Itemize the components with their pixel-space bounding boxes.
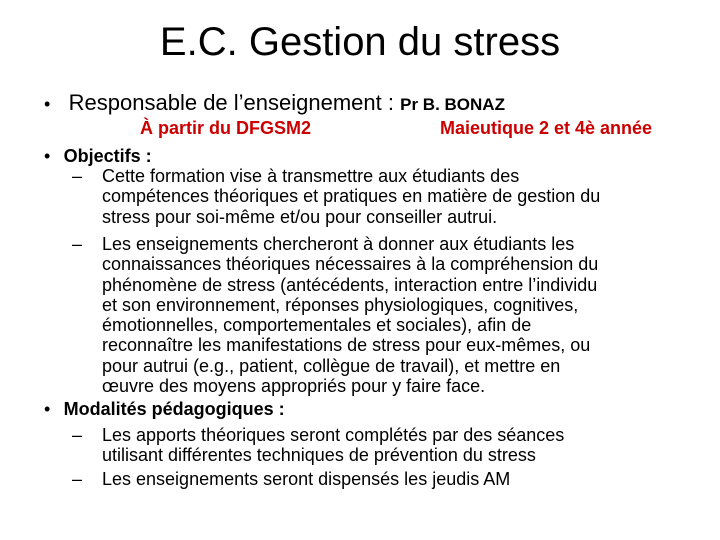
slide-title: E.C. Gestion du stress xyxy=(159,20,561,64)
bullet: • xyxy=(44,146,51,166)
objectif-item-1 xyxy=(72,166,720,227)
objectifs-label: Objectifs : xyxy=(63,146,152,166)
bullet: • xyxy=(44,399,51,419)
modalite-item-1 xyxy=(72,425,720,466)
dash: – xyxy=(72,234,83,254)
modalites-label: Modalités pédagogiques : xyxy=(63,399,285,419)
note-maieutique: Maieutique 2 et 4è année xyxy=(440,118,653,138)
objectif-item-2 xyxy=(72,234,720,396)
dash: – xyxy=(72,166,83,186)
modalite-item-2 xyxy=(72,469,720,489)
note-dfgsm2: À partir du DFGSM2 xyxy=(140,118,312,138)
objectif-text-2: Les enseignements chercheront à donner aux étudiants les connaissances théoriques nécessaires à la compréhension du phénomène de stress (antécédents, interaction entre l’individu et son environnement, réponses physiologiques, cognitives, émotionnelles, comportementales et sociales), afin de reconnaître les manifestations de stress pour eux-mêmes, ou pour autrui (e.g., patient, collègue de travail), et mettre en œuvre des moyens appropriés pour y faire face. xyxy=(102,234,599,397)
modalites-heading xyxy=(44,399,285,420)
responsable-name: Pr B. BONAZ xyxy=(400,95,505,114)
modalite-text-2: Les enseignements seront dispensés les jeudis AM xyxy=(102,469,511,489)
bullet: • xyxy=(44,94,51,114)
dash: – xyxy=(72,469,83,489)
responsable-label: Responsable de l’enseignement : xyxy=(68,90,401,115)
dash: – xyxy=(72,425,83,445)
objectif-text-1: Cette formation vise à transmettre aux étudiants des compétences théoriques et pratiques en matière de gestion du stress pour soi-même et/ou pour conseiller autrui. xyxy=(102,166,601,227)
objectifs-heading xyxy=(44,146,152,167)
responsable-line xyxy=(44,90,505,116)
modalite-text-1: Les apports théoriques seront complétés par des séances utilisant différentes techniques de prévention du stress xyxy=(102,425,565,466)
